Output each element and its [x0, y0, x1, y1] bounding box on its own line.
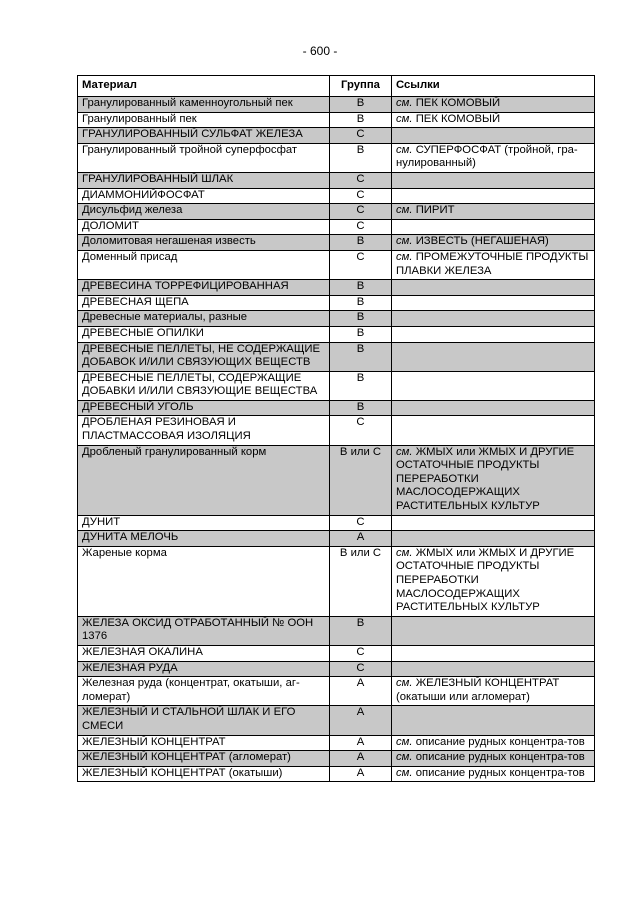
ref-text: ПРОМЕЖУТОЧНЫЕ ПРОДУКТЫ ПЛАВКИ ЖЕЛЕЗА [396, 250, 589, 277]
cell-material: ДИАММОНИЙФОСФАТ [78, 188, 330, 204]
cell-refs [392, 645, 595, 661]
ref-prefix: см. [396, 204, 413, 217]
ref-text: описание рудных концентра-тов [415, 751, 585, 764]
table-row [78, 112, 595, 128]
cell-group: B [330, 97, 392, 113]
table-row [78, 751, 595, 767]
table-row [78, 172, 595, 188]
table-row [78, 735, 595, 751]
cell-refs [392, 616, 595, 645]
cell-refs [392, 735, 595, 751]
cell-refs [392, 295, 595, 311]
table-row [78, 616, 595, 645]
cell-material: ДРЕВЕСИНА ТОРРЕФИЦИРОВАННАЯ [78, 280, 330, 296]
cell-material: ДРОБЛЕНАЯ РЕЗИНОВАЯ И ПЛАСТМАССОВАЯ ИЗОЛЯЦИЯ [78, 416, 330, 445]
table-row [78, 342, 595, 371]
table-row [78, 766, 595, 782]
cell-material: ДРЕВЕСНЫЕ ПЕЛЛЕТЫ, НЕ СОДЕРЖАЩИЕ ДОБАВОК И/ИЛИ СВЯЗУЮЩИХ ВЕЩЕСТВ [78, 342, 330, 371]
cell-group: B [330, 311, 392, 327]
cell-material: ЖЕЛЕЗНЫЙ КОНЦЕНТРАТ (окатыши) [78, 766, 330, 782]
cell-refs [392, 531, 595, 547]
cell-material: Железная руда (концентрат, окатыши, аг-ломерат) [78, 677, 330, 706]
ref-text: ЖМЫХ или ЖМЫХ И ДРУГИЕ ОСТАТОЧНЫЕ ПРОДУКТЫ ПЕРЕРАБОТКИ МАСЛОСОДЕРЖАЩИХ РАСТИТЕЛЬНЫХ КУЛЬТУР [396, 546, 575, 614]
table-row [78, 128, 595, 144]
cell-material: Гранулированный каменноугольный пек [78, 97, 330, 113]
cell-refs [392, 250, 595, 279]
cell-group: C [330, 661, 392, 677]
cell-refs [392, 751, 595, 767]
ref-prefix: см. [396, 677, 413, 690]
cell-material: ДРЕВЕСНЫЕ ОПИЛКИ [78, 326, 330, 342]
table-row [78, 661, 595, 677]
ref-text: ИЗВЕСТЬ (НЕГАШЕНАЯ) [415, 235, 549, 248]
cell-material: ДУНИТА МЕЛОЧЬ [78, 531, 330, 547]
table-row [78, 204, 595, 220]
cell-material: ЖЕЛЕЗА ОКСИД ОТРАБОТАННЫЙ № ООН 1376 [78, 616, 330, 645]
cell-group: B [330, 295, 392, 311]
cell-group: B [330, 616, 392, 645]
ref-prefix: см. [396, 143, 413, 156]
ref-prefix: см. [396, 546, 413, 559]
cell-group: B или C [330, 546, 392, 616]
cell-refs [392, 342, 595, 371]
cell-group: C [330, 204, 392, 220]
cell-refs [392, 188, 595, 204]
cell-material: Жареные корма [78, 546, 330, 616]
table-body [78, 97, 595, 782]
cell-material: ДОЛОМИТ [78, 219, 330, 235]
cell-refs [392, 112, 595, 128]
cell-group: B или C [330, 445, 392, 515]
header-refs: Ссылки [392, 76, 595, 97]
cell-refs [392, 416, 595, 445]
table-row [78, 445, 595, 515]
ref-text: ЖМЫХ или ЖМЫХ И ДРУГИЕ ОСТАТОЧНЫЕ ПРОДУКТЫ ПЕРЕРАБОТКИ МАСЛОСОДЕРЖАЩИХ РАСТИТЕЛЬНЫХ КУЛЬТУР [396, 445, 575, 513]
ref-text: ЖЕЛЕЗНЫЙ КОНЦЕНТРАТ (окатыши или агломерат) [396, 677, 560, 703]
cell-group: C [330, 188, 392, 204]
cell-group: A [330, 766, 392, 782]
ref-prefix: см. [396, 112, 413, 125]
cell-group: B [330, 143, 392, 172]
table-row [78, 706, 595, 735]
ref-text: СУПЕРФОСФАТ (тройной, гра-нулированный) [396, 143, 578, 170]
cell-refs [392, 219, 595, 235]
ref-text: описание рудных концентра-тов [415, 766, 585, 779]
ref-prefix: см. [396, 735, 413, 748]
cell-material: ЖЕЛЕЗНАЯ ОКАЛИНА [78, 645, 330, 661]
cell-group: B [330, 112, 392, 128]
ref-prefix: см. [396, 97, 413, 109]
ref-text: ПЕК КОМОВЫЙ [415, 112, 501, 125]
materials-table [77, 75, 595, 782]
cell-group: C [330, 250, 392, 279]
cell-group: B [330, 342, 392, 371]
cell-material: Дисульфид железа [78, 204, 330, 220]
table-row [78, 531, 595, 547]
cell-group: B [330, 235, 392, 251]
cell-refs [392, 677, 595, 706]
cell-material: ЖЕЛЕЗНАЯ РУДА [78, 661, 330, 677]
cell-refs [392, 661, 595, 677]
cell-refs [392, 400, 595, 416]
cell-group: B [330, 280, 392, 296]
cell-refs [392, 445, 595, 515]
ref-prefix: см. [396, 235, 413, 248]
cell-group: C [330, 645, 392, 661]
table-row [78, 326, 595, 342]
table-header-row [78, 76, 595, 97]
cell-refs [392, 143, 595, 172]
cell-material: ГРАНУЛИРОВАННЫЙ СУЛЬФАТ ЖЕЛЕЗА [78, 128, 330, 144]
header-material: Материал [78, 76, 330, 97]
table-row [78, 400, 595, 416]
cell-group: C [330, 416, 392, 445]
table-row [78, 311, 595, 327]
cell-refs [392, 97, 595, 113]
table-row [78, 219, 595, 235]
cell-material: Гранулированный тройной суперфосфат [78, 143, 330, 172]
table-row [78, 416, 595, 445]
table-row [78, 546, 595, 616]
cell-group: B [330, 400, 392, 416]
cell-refs [392, 706, 595, 735]
cell-material: ЖЕЛЕЗНЫЙ КОНЦЕНТРАТ (агломерат) [78, 751, 330, 767]
cell-refs [392, 311, 595, 327]
ref-prefix: см. [396, 445, 413, 458]
table-row [78, 677, 595, 706]
page-number: - 600 - [302, 44, 338, 58]
cell-material: ЖЕЛЕЗНЫЙ КОНЦЕНТРАТ [78, 735, 330, 751]
ref-prefix: см. [396, 766, 413, 779]
ref-prefix: см. [396, 751, 413, 764]
cell-group: B [330, 326, 392, 342]
table-row [78, 250, 595, 279]
cell-material: Гранулированный пек [78, 112, 330, 128]
cell-material: ДРЕВЕСНАЯ ЩЕПА [78, 295, 330, 311]
cell-refs [392, 235, 595, 251]
cell-refs [392, 371, 595, 400]
cell-group: C [330, 128, 392, 144]
table-row [78, 371, 595, 400]
cell-group: A [330, 735, 392, 751]
cell-group: A [330, 706, 392, 735]
table-row [78, 235, 595, 251]
cell-material: Древесные материалы, разные [78, 311, 330, 327]
table-row [78, 295, 595, 311]
table-row [78, 515, 595, 531]
ref-text: ПЕК КОМОВЫЙ [415, 97, 501, 109]
cell-group: A [330, 751, 392, 767]
cell-material: Доломитовая негашеная известь [78, 235, 330, 251]
cell-material: ДРЕВЕСНЫЕ ПЕЛЛЕТЫ, СОДЕРЖАЩИЕ ДОБАВКИ И/ИЛИ СВЯЗУЮЩИЕ ВЕЩЕСТВА [78, 371, 330, 400]
cell-material: Доменный присад [78, 250, 330, 279]
table-row [78, 143, 595, 172]
cell-refs [392, 515, 595, 531]
cell-material: ЖЕЛЕЗНЫЙ И СТАЛЬНОЙ ШЛАК И ЕГО СМЕСИ [78, 706, 330, 735]
cell-group: A [330, 677, 392, 706]
cell-group: C [330, 515, 392, 531]
cell-refs [392, 546, 595, 616]
cell-refs [392, 172, 595, 188]
cell-group: C [330, 219, 392, 235]
cell-group: B [330, 371, 392, 400]
table-row [78, 97, 595, 113]
ref-text: описание рудных концентра-тов [415, 735, 585, 748]
table-row [78, 280, 595, 296]
cell-refs [392, 128, 595, 144]
cell-refs [392, 280, 595, 296]
table-row [78, 645, 595, 661]
cell-material: ДРЕВЕСНЫЙ УГОЛЬ [78, 400, 330, 416]
cell-material: ГРАНУЛИРОВАННЫЙ ШЛАК [78, 172, 330, 188]
ref-prefix: см. [396, 250, 413, 263]
cell-refs [392, 326, 595, 342]
cell-group: A [330, 531, 392, 547]
header-group: Группа [330, 76, 392, 97]
cell-refs [392, 204, 595, 220]
cell-material: Дробленый гранулированный корм [78, 445, 330, 515]
cell-material: ДУНИТ [78, 515, 330, 531]
cell-refs [392, 766, 595, 782]
ref-text: ПИРИТ [415, 204, 455, 217]
cell-group: C [330, 172, 392, 188]
table-row [78, 188, 595, 204]
